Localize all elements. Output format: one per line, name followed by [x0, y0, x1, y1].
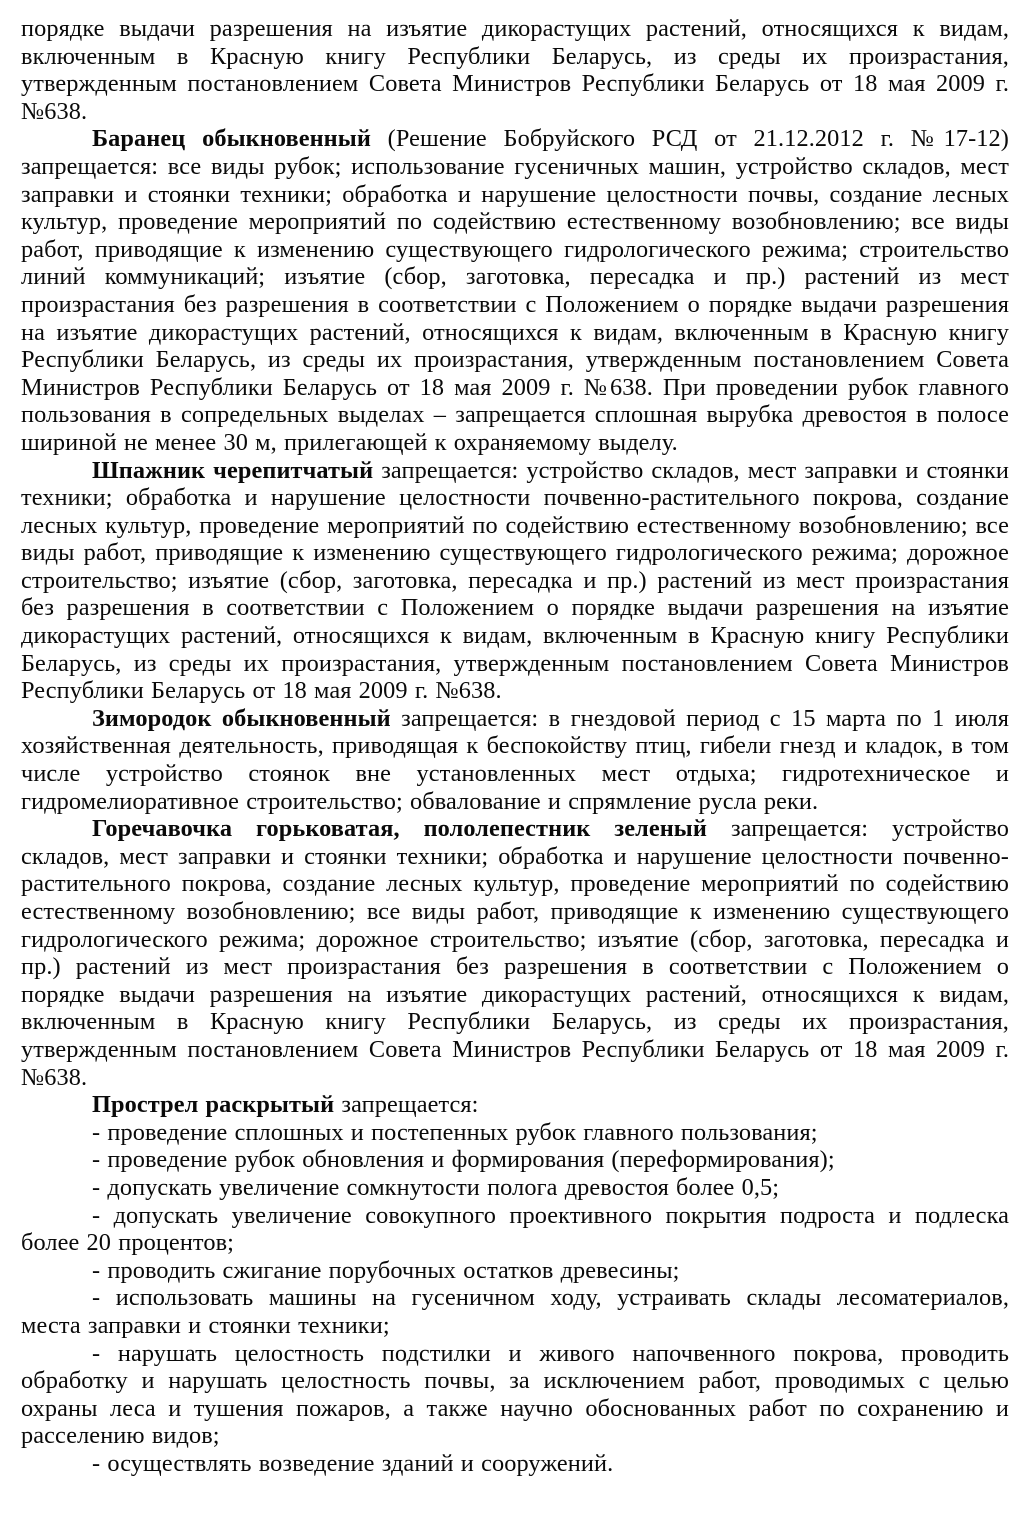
paragraph-continuation: порядке выдачи разрешения на изъятие дикорастущих растений, относящихся к видам, включенным в Красную книгу Республики Беларусь, из среды их произрастания, утвержденным постановлением Совета Министров Республики Беларусь от 18 мая 2009 г. №638. [21, 15, 1009, 125]
restriction-list-item: - допускать увеличение совокупного проективного покрытия подроста и подлеска более 20 процентов; [21, 1201, 1009, 1257]
species-name-prostrel: Прострел раскрытый [92, 1091, 335, 1119]
restriction-list-item: - проведение сплошных и постепенных рубок главного пользования; [92, 1118, 818, 1146]
species-heading-suffix: запрещается: [334, 1091, 479, 1119]
restriction-list-item: - допускать увеличение сомкнутости полога древостоя более 0,5; [92, 1173, 780, 1201]
species-restrictions-text: запрещается: устройство складов, мест заправки и стоянки техники; обработка и нарушение целостности почвенно-растительного покрова, создание лесных культур, проведение мероприятий по содействию естественному возобновлению; все виды работ, приводящие к изменению существующего гидрологического режима; дорожное строительство; изъятие (сбор, заготовка, пересадка и пр.) растений из мест произрастания без разрешения в соответствии с Положением о порядке выдачи разрешения на изъятие дикорастущих растений, относящихся к видам, включенным в Красную книгу Республики Беларусь, из среды их произрастания, утвержденным постановлением Совета Министров Республики Беларусь от 18 мая 2009 г. №638. [21, 815, 1010, 1091]
species-restrictions-text: запрещается: в гнездовой период с 15 марта по 1 июля хозяйственная деятельность, приводящая к беспокойству птиц, гибели гнезд и кладок, в том числе устройство стоянок вне установленных мест отдыха; гидротехническое и гидромелиоративное строительство; обвалование и спрямление русла реки. [21, 704, 1009, 815]
restriction-list-item: - использовать машины на гусеничном ходу, устраивать склады лесоматериалов, места заправки и стоянки техники; [21, 1284, 1009, 1339]
species-name-zimorodok: Зимородок обыкновенный [92, 704, 391, 732]
species-restrictions-text: запрещается: устройство складов, мест заправки и стоянки техники; обработка и нарушение целостности почвенно-растительного покрова, создание лесных культур, проведение мероприятий по содействию естественному возобновлению; все виды работ, приводящие к изменению существующего гидрологического режима; дорожное строительство; изъятие (сбор, заготовка, пересадка и пр.) растений из мест произрастания без разрешения в соответствии с Положением о порядке выдачи разрешения на изъятие дикорастущих растений, относящихся к видам, включенным в Красную книгу Республики Беларусь, из среды их произрастания, утвержденным постановлением Совета Министров Республики Беларусь от 18 мая 2009 г. №638. [21, 456, 1009, 705]
paragraph-species-baranets [21, 125, 1009, 456]
species-name-shpazhnik: Шпажник черепитчатый [92, 456, 374, 484]
species-name-baranets: Баранец обыкновенный [92, 125, 371, 153]
restriction-list-item: - нарушать целостность подстилки и живого напочвенного покрова, проводить обработку и нарушать целостность почвы, за исключением работ, проводимых с целью охраны леса и тушения пожаров, а также научно обоснованных работ по сохранению и расселению видов; [21, 1339, 1009, 1450]
restriction-list-item: - проводить сжигание порубочных остатков древесины; [92, 1256, 680, 1284]
paragraph-species-zimorodok [21, 705, 1009, 815]
restriction-list-item: - проведение рубок обновления и формирования (переформирования); [92, 1146, 835, 1174]
restriction-list-item: - осуществлять возведение зданий и сооружений. [92, 1449, 614, 1477]
paragraph-species-prostrel-heading [21, 1091, 1009, 1119]
species-name-gorechavochka: Горечавочка горьковатая, пололепестник зеленый [92, 815, 707, 843]
paragraph-species-gorechavochka [21, 815, 1009, 1091]
paragraph-species-shpazhnik [21, 457, 1009, 705]
species-restrictions-text: (Решение Бобруйского РСД от 21.12.2012 г. №17-12) запрещается: все виды рубок; использование гусеничных машин, устройство складов, мест заправки и стоянки техники; обработка и нарушение целостности почвы, создание лесных культур, проведение мероприятий по содействию естественному возобновлению; все виды работ, приводящие к изменению существующего гидрологического режима; строительство линий коммуникаций; изъятие (сбор, заготовка, пересадка и пр.) растений из мест произрастания без разрешения в соответствии с Положением о порядке выдачи разрешения на изъятие дикорастущих растений, относящихся к видам, включенным в Красную книгу Республики Беларусь, из среды их произрастания, утвержденным постановлением Совета Министров Республики Беларусь от 18 мая 2009 г. №638. При проведении рубок главного пользования в сопредельных выделах – запрещается сплошная вырубка древостоя в полосе шириной не менее 30 м, прилегающей к охраняемому выделу. [21, 125, 1009, 456]
